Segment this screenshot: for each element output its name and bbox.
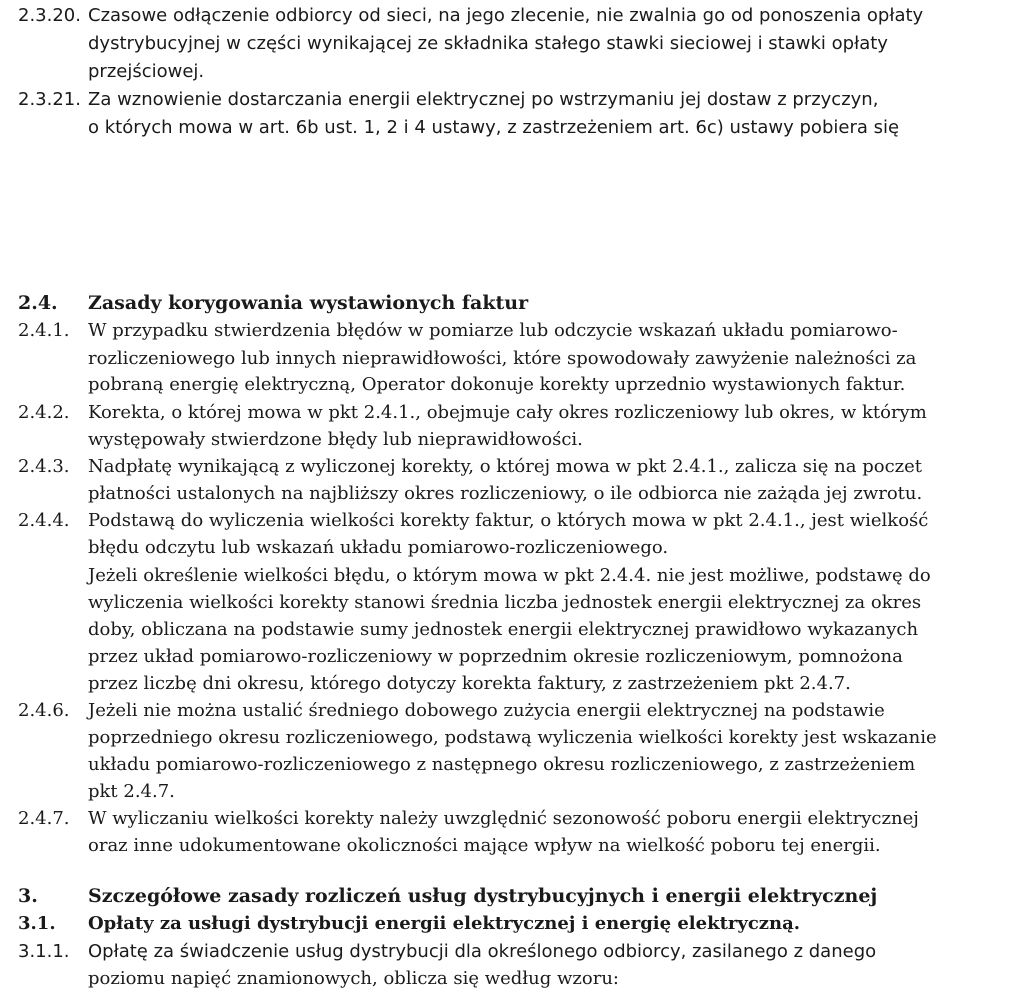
paragraph-line-row	[0, 589, 1024, 617]
paragraph-line: Za wznowienie dostarczania energii elektrycznej po wstrzymaniu jej dostaw z przyczyn,	[88, 89, 879, 110]
paragraph-line: występowały stwierdzone błędy lub nieprawidłowości.	[88, 429, 583, 450]
section-heading-3	[0, 882, 1024, 910]
paragraph-line-row	[0, 616, 1024, 644]
paragraph-line-row	[0, 58, 1024, 86]
subsection-number: 3.1.	[18, 913, 56, 934]
paragraph-number: 2.4.1.	[18, 320, 70, 341]
paragraph-number: 2.4.6.	[18, 700, 70, 721]
paragraph-line: przez liczbę dni okresu, którego dotyczy korekta faktury, z zastrzeżeniem pkt 2.4.7.	[88, 673, 851, 694]
paragraph-line-row	[0, 965, 1024, 993]
paragraph-line: płatności ustalonych na najbliższy okres rozliczeniowy, o ile odbiorca nie zażąda jej zwrotu.	[88, 483, 923, 504]
paragraph-line: Podstawą do wyliczenia wielkości korekty faktur, o których mowa w pkt 2.4.1., jest wielkość	[88, 510, 929, 531]
paragraph-line: pobraną energię elektryczną, Operator dokonuje korekty uprzednio wystawionych faktur.	[88, 374, 906, 395]
paragraph-line: błędu odczytu lub wskazań układu pomiarowo-rozliczeniowego.	[88, 537, 669, 558]
paragraph-line-row	[0, 371, 1024, 399]
paragraph-number: 2.4.4.	[18, 510, 70, 531]
section-number: 2.4.	[18, 292, 58, 314]
paragraph-2-3-21	[0, 86, 1024, 114]
section-title: Zasady korygowania wystawionych faktur	[88, 292, 529, 314]
paragraph-line: Opłatę za świadczenie usług dystrybucji dla określonego odbiorcy, zasilanego z danego	[88, 941, 877, 962]
paragraph-line: poprzedniego okresu rozliczeniowego, podstawą wyliczenia wielkości korekty jest wskazanie	[88, 727, 937, 748]
paragraph-2-4-3	[0, 453, 1024, 481]
paragraph-2-4-1	[0, 317, 1024, 345]
paragraph-line: dystrybucyjnej w części wynikającej ze składnika stałego stawki sieciowej i stawki opłaty	[88, 33, 888, 54]
section-heading-2-4	[0, 289, 1024, 317]
paragraph-line: poziomu napięć znamionowych, oblicza się według wzoru:	[88, 968, 619, 989]
paragraph-number: 2.4.3.	[18, 456, 70, 477]
paragraph-line-row	[0, 832, 1024, 860]
section-number: 3.	[18, 885, 38, 907]
subsection-heading-3-1	[0, 910, 1024, 938]
paragraph-2-4-7	[0, 805, 1024, 833]
paragraph-line: przez układ pomiarowo-rozliczeniowy w poprzednim okresie rozliczeniowym, pomnożona	[88, 646, 903, 667]
paragraph-line-row	[0, 778, 1024, 806]
paragraph-line: układu pomiarowo-rozliczeniowego z następnego okresu rozliczeniowego, z zastrzeżeniem	[88, 754, 916, 775]
paragraph-2-3-20	[0, 2, 1024, 30]
paragraph-line-row	[0, 30, 1024, 58]
subsection-title: Opłaty za usługi dystrybucji energii elektrycznej i energię elektryczną.	[88, 913, 801, 934]
section-title: Szczegółowe zasady rozliczeń usług dystrybucyjnych i energii elektrycznej	[88, 885, 878, 907]
paragraph-number: 2.4.7.	[18, 808, 70, 829]
paragraph-line: Korekta, o której mowa w pkt 2.4.1., obejmuje cały okres rozliczeniowy lub okres, w którym	[88, 402, 927, 423]
paragraph-line-row	[0, 345, 1024, 373]
paragraph-line: rozliczeniowego lub innych nieprawidłowości, które spowodowały zawyżenie należności za	[88, 348, 917, 369]
paragraph-line: Jeżeli nie można ustalić średniego dobowego zużycia energii elektrycznej na podstawie	[88, 700, 885, 721]
paragraph-line-row	[0, 562, 1024, 590]
paragraph-number: 2.4.2.	[18, 402, 70, 423]
paragraph-number: 3.1.1.	[18, 941, 70, 962]
paragraph-line: pkt 2.4.7.	[88, 781, 175, 802]
paragraph-line: Jeżeli określenie wielkości błędu, o którym mowa w pkt 2.4.4. nie jest możliwe, podstawę do	[88, 565, 931, 586]
paragraph-line-row	[0, 751, 1024, 779]
paragraph-2-4-4	[0, 507, 1024, 535]
paragraph-line-row	[0, 670, 1024, 698]
paragraph-line-row	[0, 480, 1024, 508]
paragraph-2-4-2	[0, 399, 1024, 427]
paragraph-2-4-6	[0, 697, 1024, 725]
paragraph-line-row	[0, 426, 1024, 454]
paragraph-line-row	[0, 724, 1024, 752]
paragraph-line-row	[0, 534, 1024, 562]
paragraph-line: przejściowej.	[88, 61, 205, 82]
paragraph-line: Nadpłatę wynikającą z wyliczonej korekty, o której mowa w pkt 2.4.1., zalicza się na poczet	[88, 456, 923, 477]
paragraph-line: wyliczenia wielkości korekty stanowi średnia liczba jednostek energii elektrycznej za okres	[88, 592, 922, 613]
paragraph-line: doby, obliczana na podstawie sumy jednostek energii elektrycznej prawidłowo wykazanych	[88, 619, 919, 640]
paragraph-line-row	[0, 114, 1024, 142]
paragraph-line: oraz inne udokumentowane okoliczności mające wpływ na wielkość poboru tej energii.	[88, 835, 881, 856]
paragraph-line: Czasowe odłączenie odbiorcy od sieci, na jego zlecenie, nie zwalnia go od ponoszenia opłaty	[88, 5, 924, 26]
paragraph-number: 2.3.20.	[18, 5, 81, 26]
paragraph-line: o których mowa w art. 6b ust. 1, 2 i 4 ustawy, z zastrzeżeniem art. 6c) ustawy pobiera się	[88, 117, 900, 138]
paragraph-line-row	[0, 643, 1024, 671]
paragraph-line: W wyliczaniu wielkości korekty należy uwzględnić sezonowość poboru energii elektrycznej	[88, 808, 919, 829]
paragraph-number: 2.3.21.	[18, 89, 81, 110]
paragraph-line: W przypadku stwierdzenia błędów w pomiarze lub odczycie wskazań układu pomiarowo-	[88, 320, 898, 341]
paragraph-3-1-1	[0, 938, 1024, 966]
